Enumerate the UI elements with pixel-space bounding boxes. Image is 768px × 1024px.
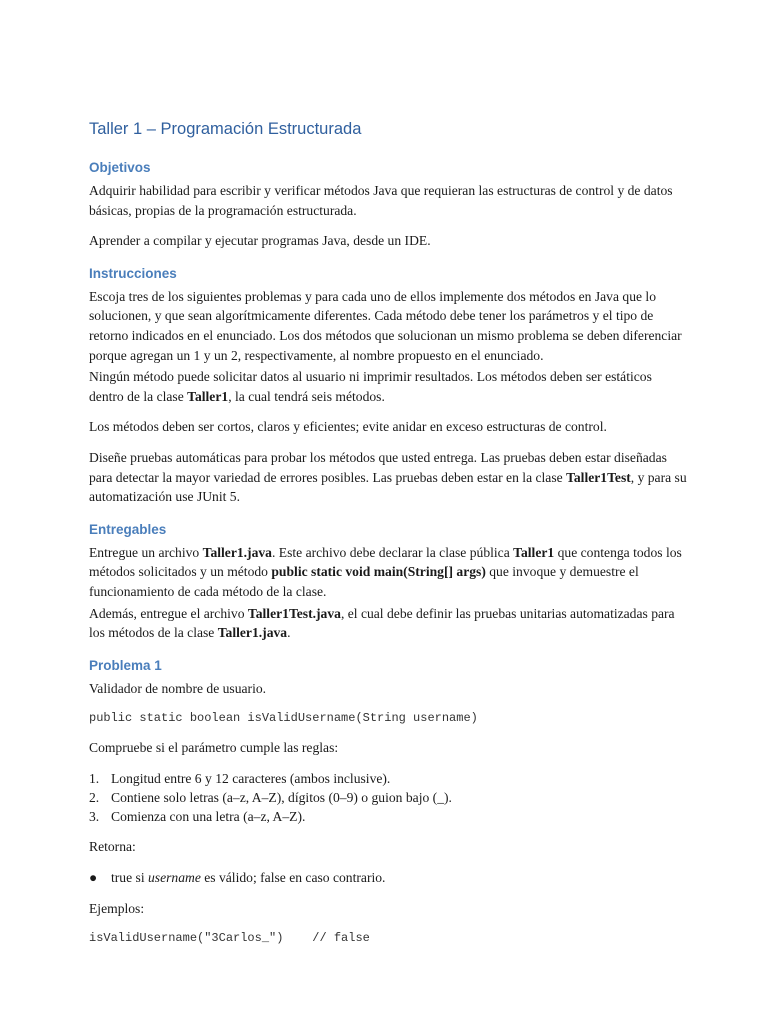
page-title: Taller 1 – Programación Estructurada bbox=[89, 120, 362, 138]
returns-list bbox=[89, 868, 688, 888]
section-heading-objetivos: Objetivos bbox=[89, 160, 151, 175]
problema1-intro: Validador de nombre de usuario. bbox=[89, 680, 267, 696]
examples-label: Ejemplos: bbox=[89, 900, 145, 916]
list-item: 2. Contiene solo letras (a–z, A–Z), dígitos (0–9) o guion bajo (_). bbox=[89, 790, 452, 806]
section-heading-problema-1: Problema 1 bbox=[89, 657, 162, 673]
instrucciones-paragraph-1: Escoja tres de los siguientes problemas y para cada uno de ellos implemente dos métodos en Java que lo solucionen, y que sean algorítmicamente diferentes. Cada método debe tener los parámetros y el tipo de retorno indicados en el enunciado. Los dos métodos que solucionan un mismo problema se deben diferenciar porque agregan un 1 y un 2, respectivamente, al nombre propuesto en el enunciado. bbox=[89, 288, 682, 363]
entregables-paragraph-1: Entregue un archivo Taller1.java. Este archivo debe declarar la clase pública Taller1 que contenga todos los métodos solicitados y un método public static void main(String[] args) que invoque y demuestre el funcionamiento de cada método de la clase. bbox=[89, 544, 682, 599]
instrucciones-paragraph-3: Los métodos deben ser cortos, claros y eficientes; evite anidar en exceso estructuras de control. bbox=[89, 419, 607, 435]
rules-intro: Compruebe si el parámetro cumple las reglas: bbox=[89, 740, 339, 756]
entregables-paragraph-2: Además, entregue el archivo Taller1Test.java, el cual debe definir las pruebas unitarias automatizadas para los métodos de la clase Taller1.java. bbox=[89, 605, 675, 641]
list-item: ● true si username es válido; false en caso contrario. bbox=[89, 868, 688, 888]
objetivos-paragraph-2: Aprender a compilar y ejecutar programas Java, desde un IDE. bbox=[89, 233, 431, 249]
returns-label: Retorna: bbox=[89, 839, 136, 855]
section-heading-instrucciones: Instrucciones bbox=[89, 265, 177, 281]
example-code: isValidUsername("3Carlos_") // false bbox=[89, 931, 370, 946]
list-item: 1. Longitud entre 6 y 12 caracteres (ambos inclusive). bbox=[89, 770, 391, 786]
list-item: 3. Comienza con una letra (a–z, A–Z). bbox=[89, 809, 306, 825]
bullet-icon: ● bbox=[89, 870, 98, 886]
section-heading-entregables: Entregables bbox=[89, 521, 167, 537]
instrucciones-paragraph-2: Ningún método puede solicitar datos al usuario ni imprimir resultados. Los métodos deben ser estáticos dentro de la clase Taller1, la cual tendrá seis métodos. bbox=[89, 369, 652, 404]
rules-list bbox=[89, 769, 688, 827]
method-signature-code: public static boolean isValidUsername(String username) bbox=[89, 711, 478, 726]
instrucciones-paragraph-4: Diseñe pruebas automáticas para probar los métodos que usted entrega. Las pruebas deben estar diseñadas para detectar la mayor variedad de errores posibles. Las pruebas deben estar en la clase Taller1Test, y para su automatización use JUnit 5. bbox=[89, 449, 687, 505]
objetivos-paragraph-1: Adquirir habilidad para escribir y verificar métodos Java que requieran las estructuras de control y de datos básicas, propias de la programación estructurada. bbox=[89, 183, 673, 218]
